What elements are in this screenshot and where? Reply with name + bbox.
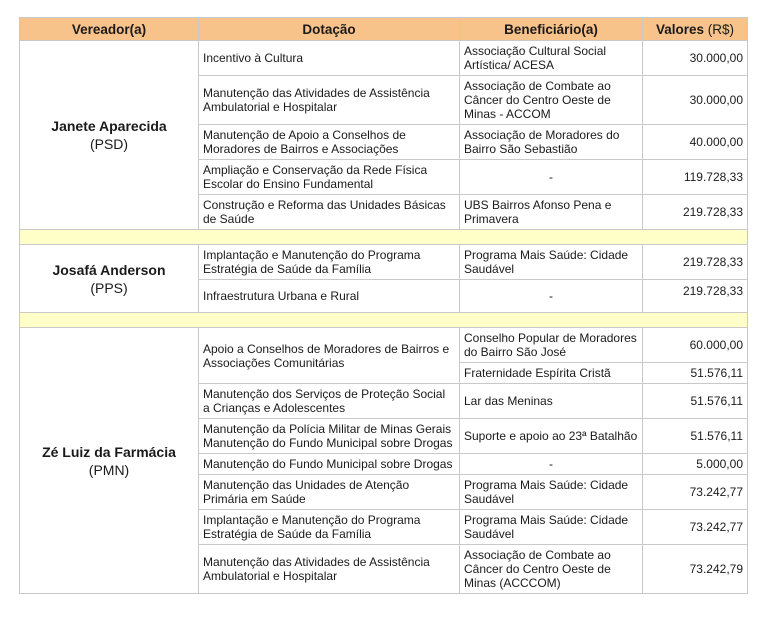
dotacao-cell: Implantação e Manutenção do Programa Estratégia de Saúde da Família [199,245,460,280]
dotacao-cell: Incentivo à Cultura [199,41,460,76]
dotacao-cell: Apoio a Conselhos de Moradores de Bairros e Associações Comunitárias [199,328,460,384]
beneficiario-cell: Associação de Combate ao Câncer do Centro Oeste de Minas (ACCCOM) [460,545,643,594]
header-beneficiario: Beneficiário(a) [460,18,643,41]
valor-cell: 51.576,11 [643,384,748,419]
valor-cell: 73.242,79 [643,545,748,594]
dotacao-cell: Manutenção do Fundo Municipal sobre Drogas [199,454,460,475]
dotacao-cell: Manutenção da Polícia Militar de Minas Gerais Manutenção do Fundo Municipal sobre Drogas [199,419,460,454]
valor-cell: 5.000,00 [643,454,748,475]
councilor-party: (PSD) [89,136,129,152]
header-valores [643,18,748,41]
councilor-cell [20,328,199,594]
dotacao-cell: Ampliação e Conservação da Rede Física Escolar do Ensino Fundamental [199,160,460,195]
dotacao-cell: Infraestrutura Urbana e Rural [199,280,460,313]
dotacao-cell: Manutenção das Unidades de Atenção Primária em Saúde [199,475,460,510]
group-separator [20,230,748,245]
header-vereador: Vereador(a) [20,18,199,41]
valor-cell: 73.242,77 [643,475,748,510]
beneficiario-cell: - [460,454,643,475]
valor-cell: 219.728,33 [643,195,748,230]
dotacao-cell: Manutenção de Apoio a Conselhos de Moradores de Bairros e Associações [199,125,460,160]
beneficiario-cell: - [460,280,643,313]
valor-cell: 73.242,77 [643,510,748,545]
councilor-cell [20,41,199,230]
beneficiario-cell: Associação de Combate ao Câncer do Centro Oeste de Minas - ACCOM [460,76,643,125]
dotacao-cell: Implantação e Manutenção do Programa Estratégia de Saúde da Família [199,510,460,545]
beneficiario-cell: - [460,160,643,195]
dotacao-cell: Manutenção das Atividades de Assistência Ambulatorial e Hospitalar [199,76,460,125]
beneficiario-cell: Suporte e apoio ao 23ª Batalhão [460,419,643,454]
valor-cell: 119.728,33 [643,160,748,195]
valor-cell: 219.728,33 [643,280,748,313]
councilor-party: (PMN) [88,461,130,478]
beneficiario-cell: Fraternidade Espírita Cristã [460,363,643,384]
beneficiario-cell: Programa Mais Saúde: Cidade Saudável [460,245,643,280]
dotacao-cell: Manutenção dos Serviços de Proteção Social a Crianças e Adolescentes [199,384,460,419]
beneficiario-cell: Associação Cultural Social Artística/ ACESA [460,41,643,76]
valor-cell: 219.728,33 [643,245,748,280]
councilor-cell [20,245,199,313]
header-valores-unit: (R$) [707,21,735,37]
valor-cell: 30.000,00 [643,41,748,76]
beneficiario-cell: Associação de Moradores do Bairro São Sebastião [460,125,643,160]
councilor-party: (PPS) [90,279,128,296]
valor-cell: 51.576,11 [643,419,748,454]
councilor-name: Janete Aparecida [51,118,167,134]
councilor-name: Zé Luiz da Farmácia [42,443,176,460]
beneficiario-cell: Programa Mais Saúde: Cidade Saudável [460,475,643,510]
beneficiario-cell: Lar das Meninas [460,384,643,419]
valor-cell: 51.576,11 [643,363,748,384]
group-separator [20,313,748,328]
beneficiario-cell: UBS Bairros Afonso Pena e Primavera [460,195,643,230]
valor-cell: 40.000,00 [643,125,748,160]
budget-table [19,17,748,594]
dotacao-cell: Construção e Reforma das Unidades Básicas de Saúde [199,195,460,230]
table-row [20,245,748,280]
header-dotacao: Dotação [199,18,460,41]
beneficiario-cell: Conselho Popular de Moradores do Bairro São José [460,328,643,363]
header-valores-label: Valores [655,21,705,37]
dotacao-cell: Manutenção das Atividades de Assistência Ambulatorial e Hospitalar [199,545,460,594]
valor-cell: 30.000,00 [643,76,748,125]
councilor-name: Josafá Anderson [52,261,166,278]
beneficiario-cell: Programa Mais Saúde: Cidade Saudável [460,510,643,545]
table-row [20,41,748,76]
table-row [20,328,748,363]
header-row [20,18,748,41]
valor-cell: 60.000,00 [643,328,748,363]
